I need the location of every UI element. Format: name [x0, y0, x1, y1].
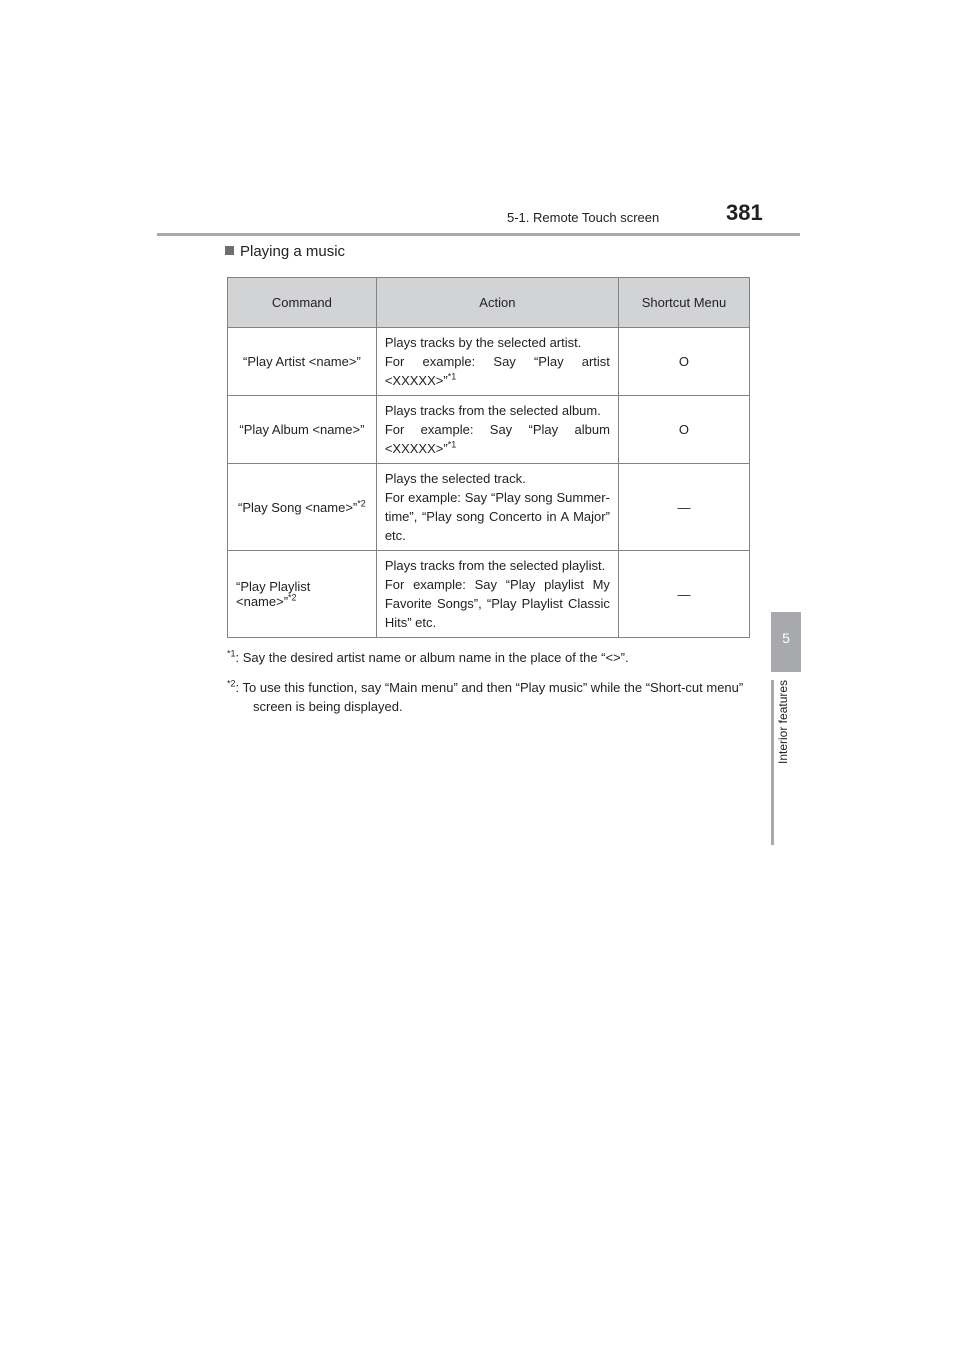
footnote-mark: *1	[227, 648, 236, 659]
table-row	[228, 396, 750, 464]
action-line: For example: Say “Play album <XXXXX>”	[384, 422, 610, 456]
shortcut-cell: O	[618, 396, 749, 464]
commands-table	[227, 277, 750, 638]
command-cell	[228, 464, 377, 551]
table-row	[228, 328, 750, 396]
footnote-text: : Say the desired artist name or album name in the place of the “<>”.	[235, 650, 629, 665]
section-header: 5-1. Remote Touch screen	[507, 210, 660, 225]
action-cell	[376, 328, 618, 396]
footnote-2	[227, 678, 750, 716]
command-text: “Play Album <name>”	[239, 422, 365, 437]
header-shortcut: Shortcut Menu	[618, 278, 749, 328]
footnote-ref: *2	[357, 498, 366, 509]
chapter-label: Interior features	[776, 680, 790, 765]
action-line: For example: Say “Play playlist My Favorite Songs”, “Play Playlist Classic Hits” etc.	[384, 577, 610, 630]
command-cell	[228, 396, 377, 464]
shortcut-cell: O	[618, 328, 749, 396]
footnote-ref: *2	[288, 592, 297, 603]
footnote-mark: *2	[227, 678, 236, 689]
command-cell	[228, 551, 377, 638]
footnote-text: : To use this function, say “Main menu” and then “Play music” while the “Short-cut menu” screen is being displayed.	[235, 680, 744, 714]
shortcut-cell: —	[618, 551, 749, 638]
header-command: Command	[228, 278, 377, 328]
footnote-ref: *1	[447, 371, 457, 382]
command-text: “Play Artist <name>”	[243, 354, 361, 369]
chapter-rule	[771, 680, 774, 845]
action-line: Plays the selected track.	[384, 471, 526, 486]
table-header-row	[228, 278, 750, 328]
section-title	[225, 243, 345, 260]
action-cell	[376, 551, 618, 638]
command-text: “Play Song <name>”	[238, 499, 358, 515]
action-cell	[376, 396, 618, 464]
action-line: Plays tracks from the selected playlist.	[384, 558, 606, 573]
footnote-1	[227, 648, 750, 667]
square-bullet-icon	[225, 246, 234, 255]
action-line: For example: Say “Play artist <XXXXX>”	[384, 354, 610, 388]
action-line: Plays tracks by the selected artist.	[384, 335, 582, 350]
command-cell	[228, 328, 377, 396]
table-row	[228, 464, 750, 551]
action-line: Plays tracks from the selected album.	[384, 403, 601, 418]
header-rule	[157, 233, 800, 236]
action-line: For example: Say “Play song Summer-time”, “Play song Concerto in A Major” etc.	[384, 490, 610, 543]
command-text: “Play Playlist <name>”	[236, 579, 311, 609]
action-cell	[376, 464, 618, 551]
footnote-ref: *1	[447, 439, 457, 450]
table-row	[228, 551, 750, 638]
header-action: Action	[376, 278, 618, 328]
section-title-text: Playing a music	[240, 243, 346, 260]
chapter-number: 5	[782, 630, 790, 646]
shortcut-cell: —	[618, 464, 749, 551]
page-number: 381	[726, 200, 763, 225]
